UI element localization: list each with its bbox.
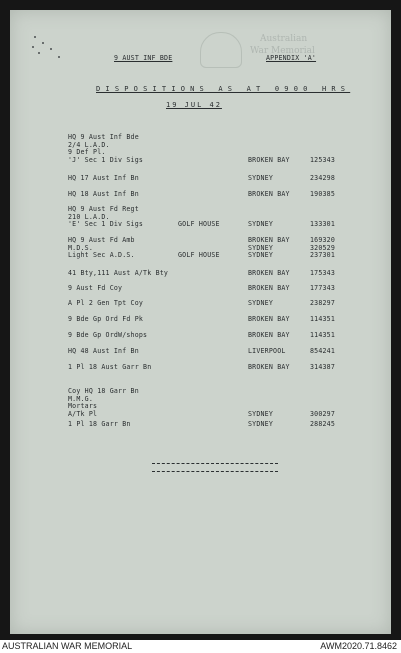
row-note: GOLF HOUSE [178,220,220,229]
archive-footer [0,640,401,653]
row-location: SYDNEY [248,420,274,428]
footer-institution: AUSTRALIAN WAR MEMORIAL [2,641,133,651]
row-location: BROKEN BAY [248,315,290,323]
row-unit: HQ 17 Aust Inf Bn [68,174,139,182]
row-location: BROKEN BAY [248,284,290,292]
row-map-reference: 288245 [310,420,336,428]
row-unit: HQ 9 Aust Inf Bde [68,133,139,141]
row-location: SYDNEY [248,299,274,307]
row-location: BROKEN BAY [248,190,290,198]
row-unit: Mortars [68,402,98,411]
row-unit: 9 Bde Gp Ord Fd Pk [68,315,144,323]
row-unit: HQ 9 Aust Fd Amb [68,236,135,244]
row-map-reference: 234298 [310,174,336,182]
row-unit: A Pl 2 Gen Tpt Coy [68,299,144,307]
row-unit: 'J' Sec 1 Div Sigs [68,155,144,164]
row-location: SYDNEY [248,409,274,418]
row-map-reference: 177343 [310,284,336,292]
row-location: SYDNEY [248,251,274,260]
document-date: 19 JUL 42 [166,101,222,109]
row-unit: 9 Bde Gp OrdW/shops [68,331,148,339]
row-map-reference: 169320 [310,236,336,244]
row-location: BROKEN BAY [248,331,290,339]
row-map-reference: 190385 [310,190,336,198]
unit-heading: 9 AUST INF BDE [114,54,173,62]
row-map-reference: 237301 [310,251,336,260]
stamp-line-1: Australian [260,34,308,44]
row-map-reference: 238297 [310,299,336,307]
closing-rule-1 [152,463,278,464]
row-map-reference: 854241 [310,347,336,355]
row-unit: 1 Pl 18 Aust Garr Bn [68,363,152,371]
row-location: BROKEN BAY [248,269,290,277]
row-note: GOLF HOUSE [178,251,220,260]
footer-catalogue-number: AWM2020.71.8462 [320,641,397,651]
row-unit: 9 Aust Fd Coy [68,284,123,292]
closing-rule-2 [152,471,278,472]
document-title: DISPOSITIONS AS AT 0900 HRS [96,85,351,93]
row-location: BROKEN BAY [248,155,290,164]
row-map-reference: 175343 [310,269,336,277]
row-unit: 9 Def Pl. [68,148,106,157]
row-unit: 41 Bty,111 Aust A/Tk Bty [68,269,169,277]
row-unit: 'E' Sec 1 Div Sigs [68,220,144,229]
row-map-reference: 114351 [310,315,336,323]
appendix-label: APPENDIX 'A' [266,54,317,62]
row-unit: 1 Pl 18 Garr Bn [68,420,131,428]
watermark-stamp [200,30,350,75]
row-map-reference: 314387 [310,363,336,371]
stamp-line-2: War Memorial [250,46,315,56]
row-unit: 210 L.A.D. [68,212,110,221]
row-location: SYDNEY [248,220,274,229]
crest-icon [200,32,242,68]
row-unit: 2/4 L.A.D. [68,140,110,149]
ink-specks [28,32,68,72]
row-location: BROKEN BAY [248,236,290,244]
row-unit: HQ 48 Aust Inf Bn [68,347,139,355]
row-unit: A/Tk Pl [68,409,98,418]
row-location: BROKEN BAY [248,363,290,371]
row-unit: Coy HQ 18 Garr Bn [68,387,139,395]
row-unit: HQ 18 Aust Inf Bn [68,190,139,198]
row-map-reference: 300297 [310,409,336,418]
row-map-reference: 125343 [310,155,336,164]
row-map-reference: 320529 [310,243,336,252]
row-unit: M.M.G. [68,394,94,403]
row-location: LIVERPOOL [248,347,286,355]
row-unit: HQ 9 Aust Fd Regt [68,205,139,213]
row-location: SYDNEY [248,243,274,252]
row-unit: M.D.S. [68,243,94,252]
row-map-reference: 133301 [310,220,336,229]
row-location: SYDNEY [248,174,274,182]
document-page [10,10,391,634]
row-unit: Light Sec A.D.S. [68,251,135,260]
row-map-reference: 114351 [310,331,336,339]
